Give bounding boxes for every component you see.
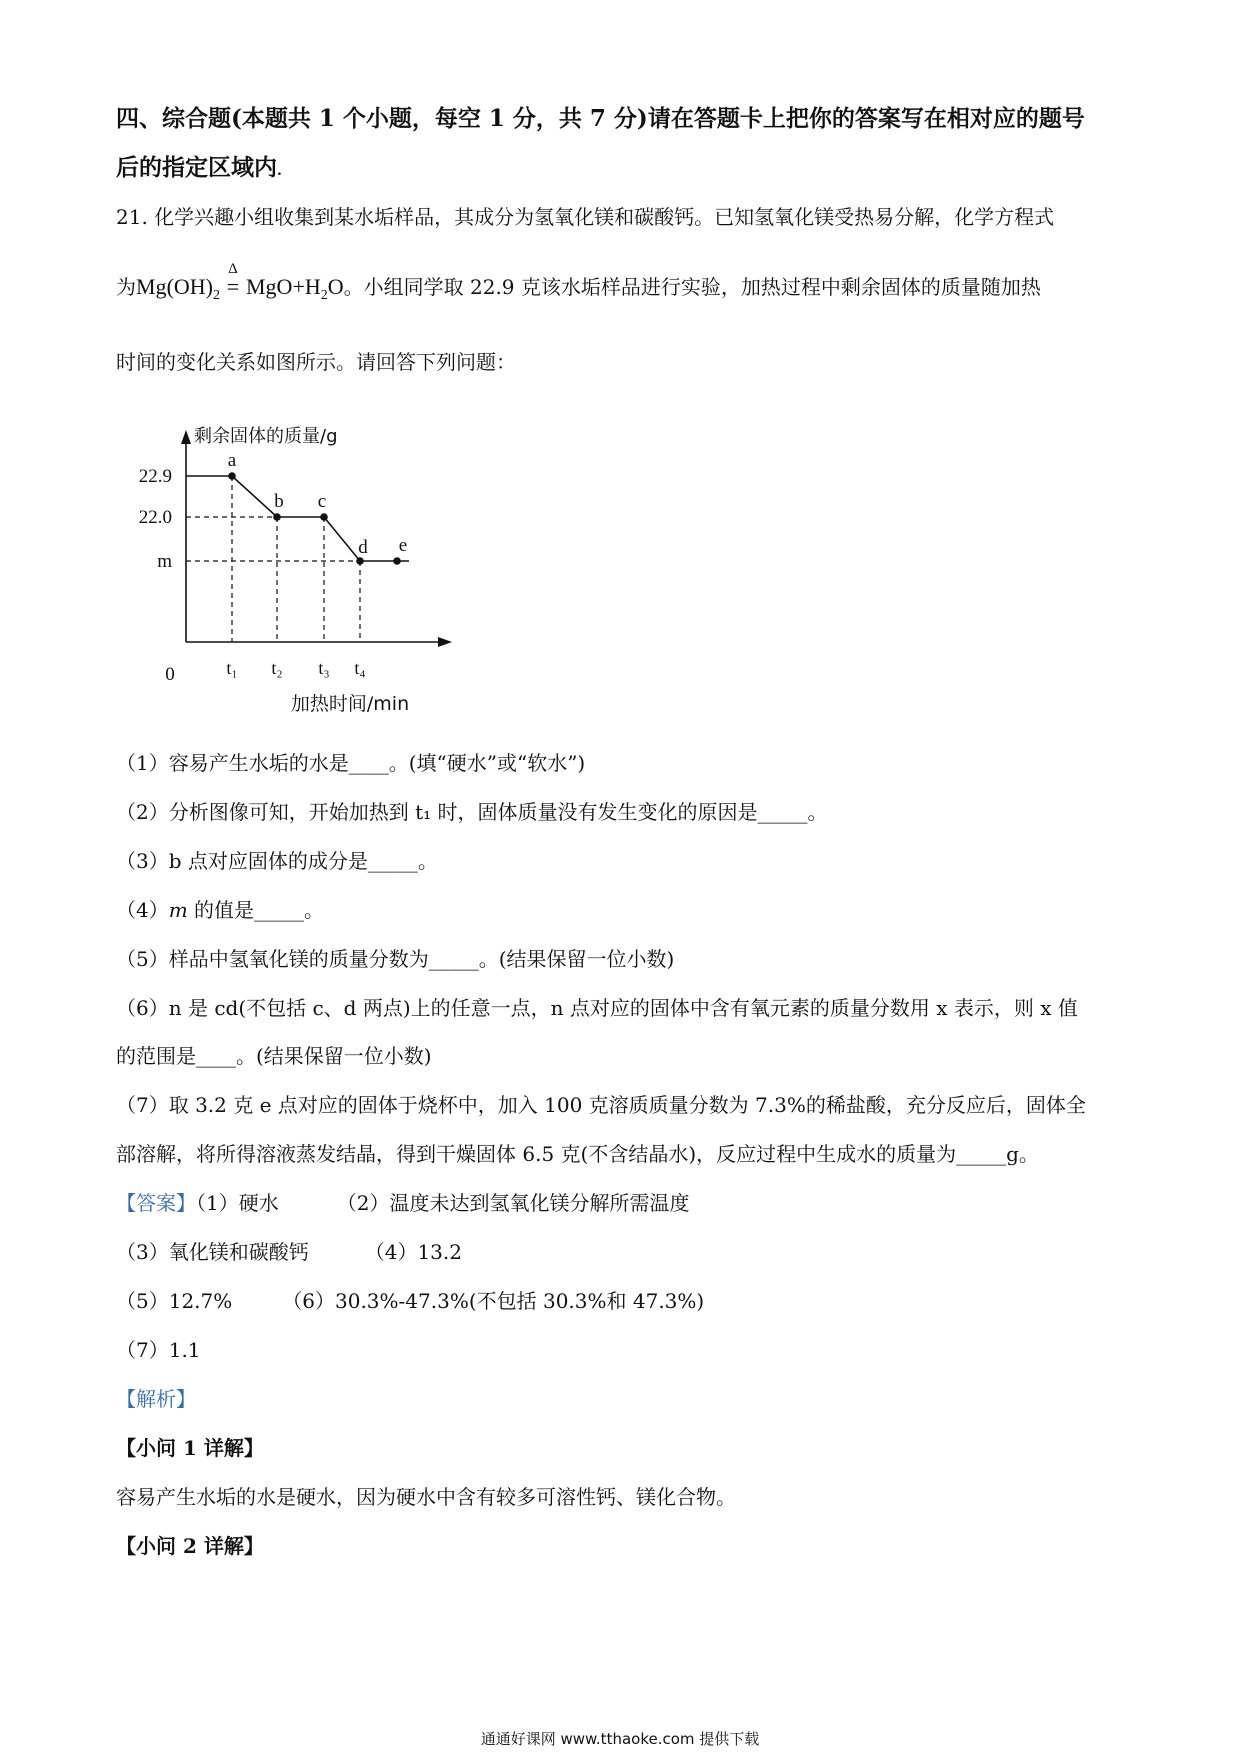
page-footer: 通通好课网 www.tthaoke.com 提供下载 [480, 1730, 760, 1748]
x-tick-label-3: t₄ [354, 658, 366, 678]
section-heading-dot: . [277, 163, 282, 179]
section-heading-line2-text: 后的指定区域内 [116, 154, 277, 181]
point-d [356, 557, 364, 565]
point-label-c: c [317, 491, 327, 512]
answer-5: （5）12.7% [116, 1289, 233, 1313]
formula-group: OH [173, 274, 206, 299]
section-heading-line1: 四、综合题(本题共 1 个小题，每空 1 分，共 7 分)请在答题卡上把你的答案写在相对应的题号 [116, 105, 1085, 132]
x-tick-label-2: t₃ [318, 658, 330, 678]
point-label-b: b [274, 491, 284, 512]
question-line1: 21. 化学兴趣小组收集到某水垢样品，其成分为氢氧化镁和碳酸钙。已知氢氧化镁受热易分解，化学方程式 [116, 205, 1055, 229]
variable-m: m [168, 898, 188, 922]
sub-question-1: （1）容易产生水垢的水是____。(填“硬水”或“软水”) [116, 751, 586, 775]
analysis-tag: 【解析】 [116, 1387, 196, 1411]
y-axis-arrow [181, 430, 191, 444]
y-tick-label-2: m [157, 551, 172, 572]
detail1-text: 容易产生水垢的水是硬水，因为硬水中含有较多可溶性钙、镁化合物。 [116, 1485, 736, 1509]
point-label-d: d [358, 537, 368, 558]
mass-series-line [186, 476, 409, 561]
question-line3: 时间的变化关系如图所示。请回答下列问题： [116, 350, 516, 374]
point-label-a: a [227, 450, 237, 471]
sub-question-4-num: （4） [116, 898, 169, 922]
sub-question-6-line2: 的范围是____。(结果保留一位小数) [116, 1044, 432, 1068]
question-line2-prefix: 为 [116, 275, 136, 299]
question-line2-rest: 。小组同学取 22.9 克该水垢样品进行实验，加热过程中剩余固体的质量随加热 [343, 275, 1041, 299]
point-c [320, 513, 328, 521]
formula-rparen: ) [205, 274, 213, 299]
section-heading-line2 [116, 151, 1126, 188]
formula-lparen: ( [166, 274, 174, 299]
answer-line4: （7）1.1 [116, 1338, 201, 1362]
point-e [393, 557, 401, 565]
x-axis-title: 加热时间/min [290, 693, 410, 715]
formula-heat-equals [220, 261, 246, 302]
chemical-equation [136, 261, 344, 303]
formula-product1: MgO+H [246, 274, 321, 299]
x-tick-label-1: t₂ [271, 658, 283, 678]
sub-question-5: （5）样品中氢氧化镁的质量分数为_____。(结果保留一位小数) [116, 947, 675, 971]
formula-product-subscript: 2 [320, 288, 328, 303]
sub-question-4 [116, 895, 1126, 925]
formula-reactant: Mg [136, 274, 167, 299]
x-tick-label-0: t₁ [226, 658, 238, 678]
answer-line1 [116, 1188, 1126, 1218]
origin-label: 0 [165, 664, 175, 685]
answer-6: （6）30.3%-47.3%(不包括 30.3%和 47.3%) [282, 1289, 705, 1313]
formula-product2: O [327, 274, 344, 299]
formula-subscript: 2 [213, 288, 220, 303]
answer-4: （4）13.2 [364, 1240, 462, 1264]
sub-question-7-line1: （7）取 3.2 克 e 点对应的固体于烧杯中，加入 100 克溶质质量分数为 7.3%的稀盐酸，充分反应后，固体全 [116, 1093, 1086, 1117]
detail2-tag: 【小问 2 详解】 [116, 1534, 264, 1558]
sub-question-4-rest: 的值是_____。 [187, 898, 325, 922]
sub-question-2: （2）分析图像可知，开始加热到 t₁ 时，固体质量没有发生变化的原因是_____。 [116, 800, 828, 824]
formula-equals: = [226, 274, 240, 299]
y-tick-label-1: 22.0 [138, 507, 172, 528]
mass-time-chart [130, 420, 480, 720]
answer-1: （1）硬水 [196, 1191, 279, 1215]
y-tick-label-0: 22.9 [138, 466, 172, 487]
point-a [228, 472, 236, 480]
point-label-e: e [398, 535, 408, 556]
sub-question-6-line1: （6）n 是 cd(不包括 c、d 两点)上的任意一点，n 点对应的固体中含有氧元素的质量分数用 x 表示，则 x 值 [116, 996, 1078, 1020]
sub-question-3: （3）b 点对应固体的成分是_____。 [116, 849, 438, 873]
answer-tag: 【答案】 [116, 1191, 196, 1215]
answer-2: （2）温度未达到氢氧化镁分解所需温度 [336, 1191, 690, 1215]
sub-question-7-line2: 部溶解，将所得溶液蒸发结晶，得到干燥固体 6.5 克(不含结晶水)，反应过程中生成水的质量为_____g。 [116, 1142, 1039, 1166]
y-axis-title: 剩余固体的质量/g [194, 426, 338, 447]
answer-line3 [116, 1286, 1126, 1316]
question-line2 [116, 261, 1126, 311]
point-b [273, 513, 281, 521]
x-axis-arrow [438, 637, 452, 647]
answer-line2 [116, 1237, 1126, 1267]
answer-3: （3）氧化镁和碳酸钙 [116, 1240, 309, 1264]
detail1-tag: 【小问 1 详解】 [116, 1436, 264, 1460]
formula-condition: Δ [228, 261, 238, 277]
